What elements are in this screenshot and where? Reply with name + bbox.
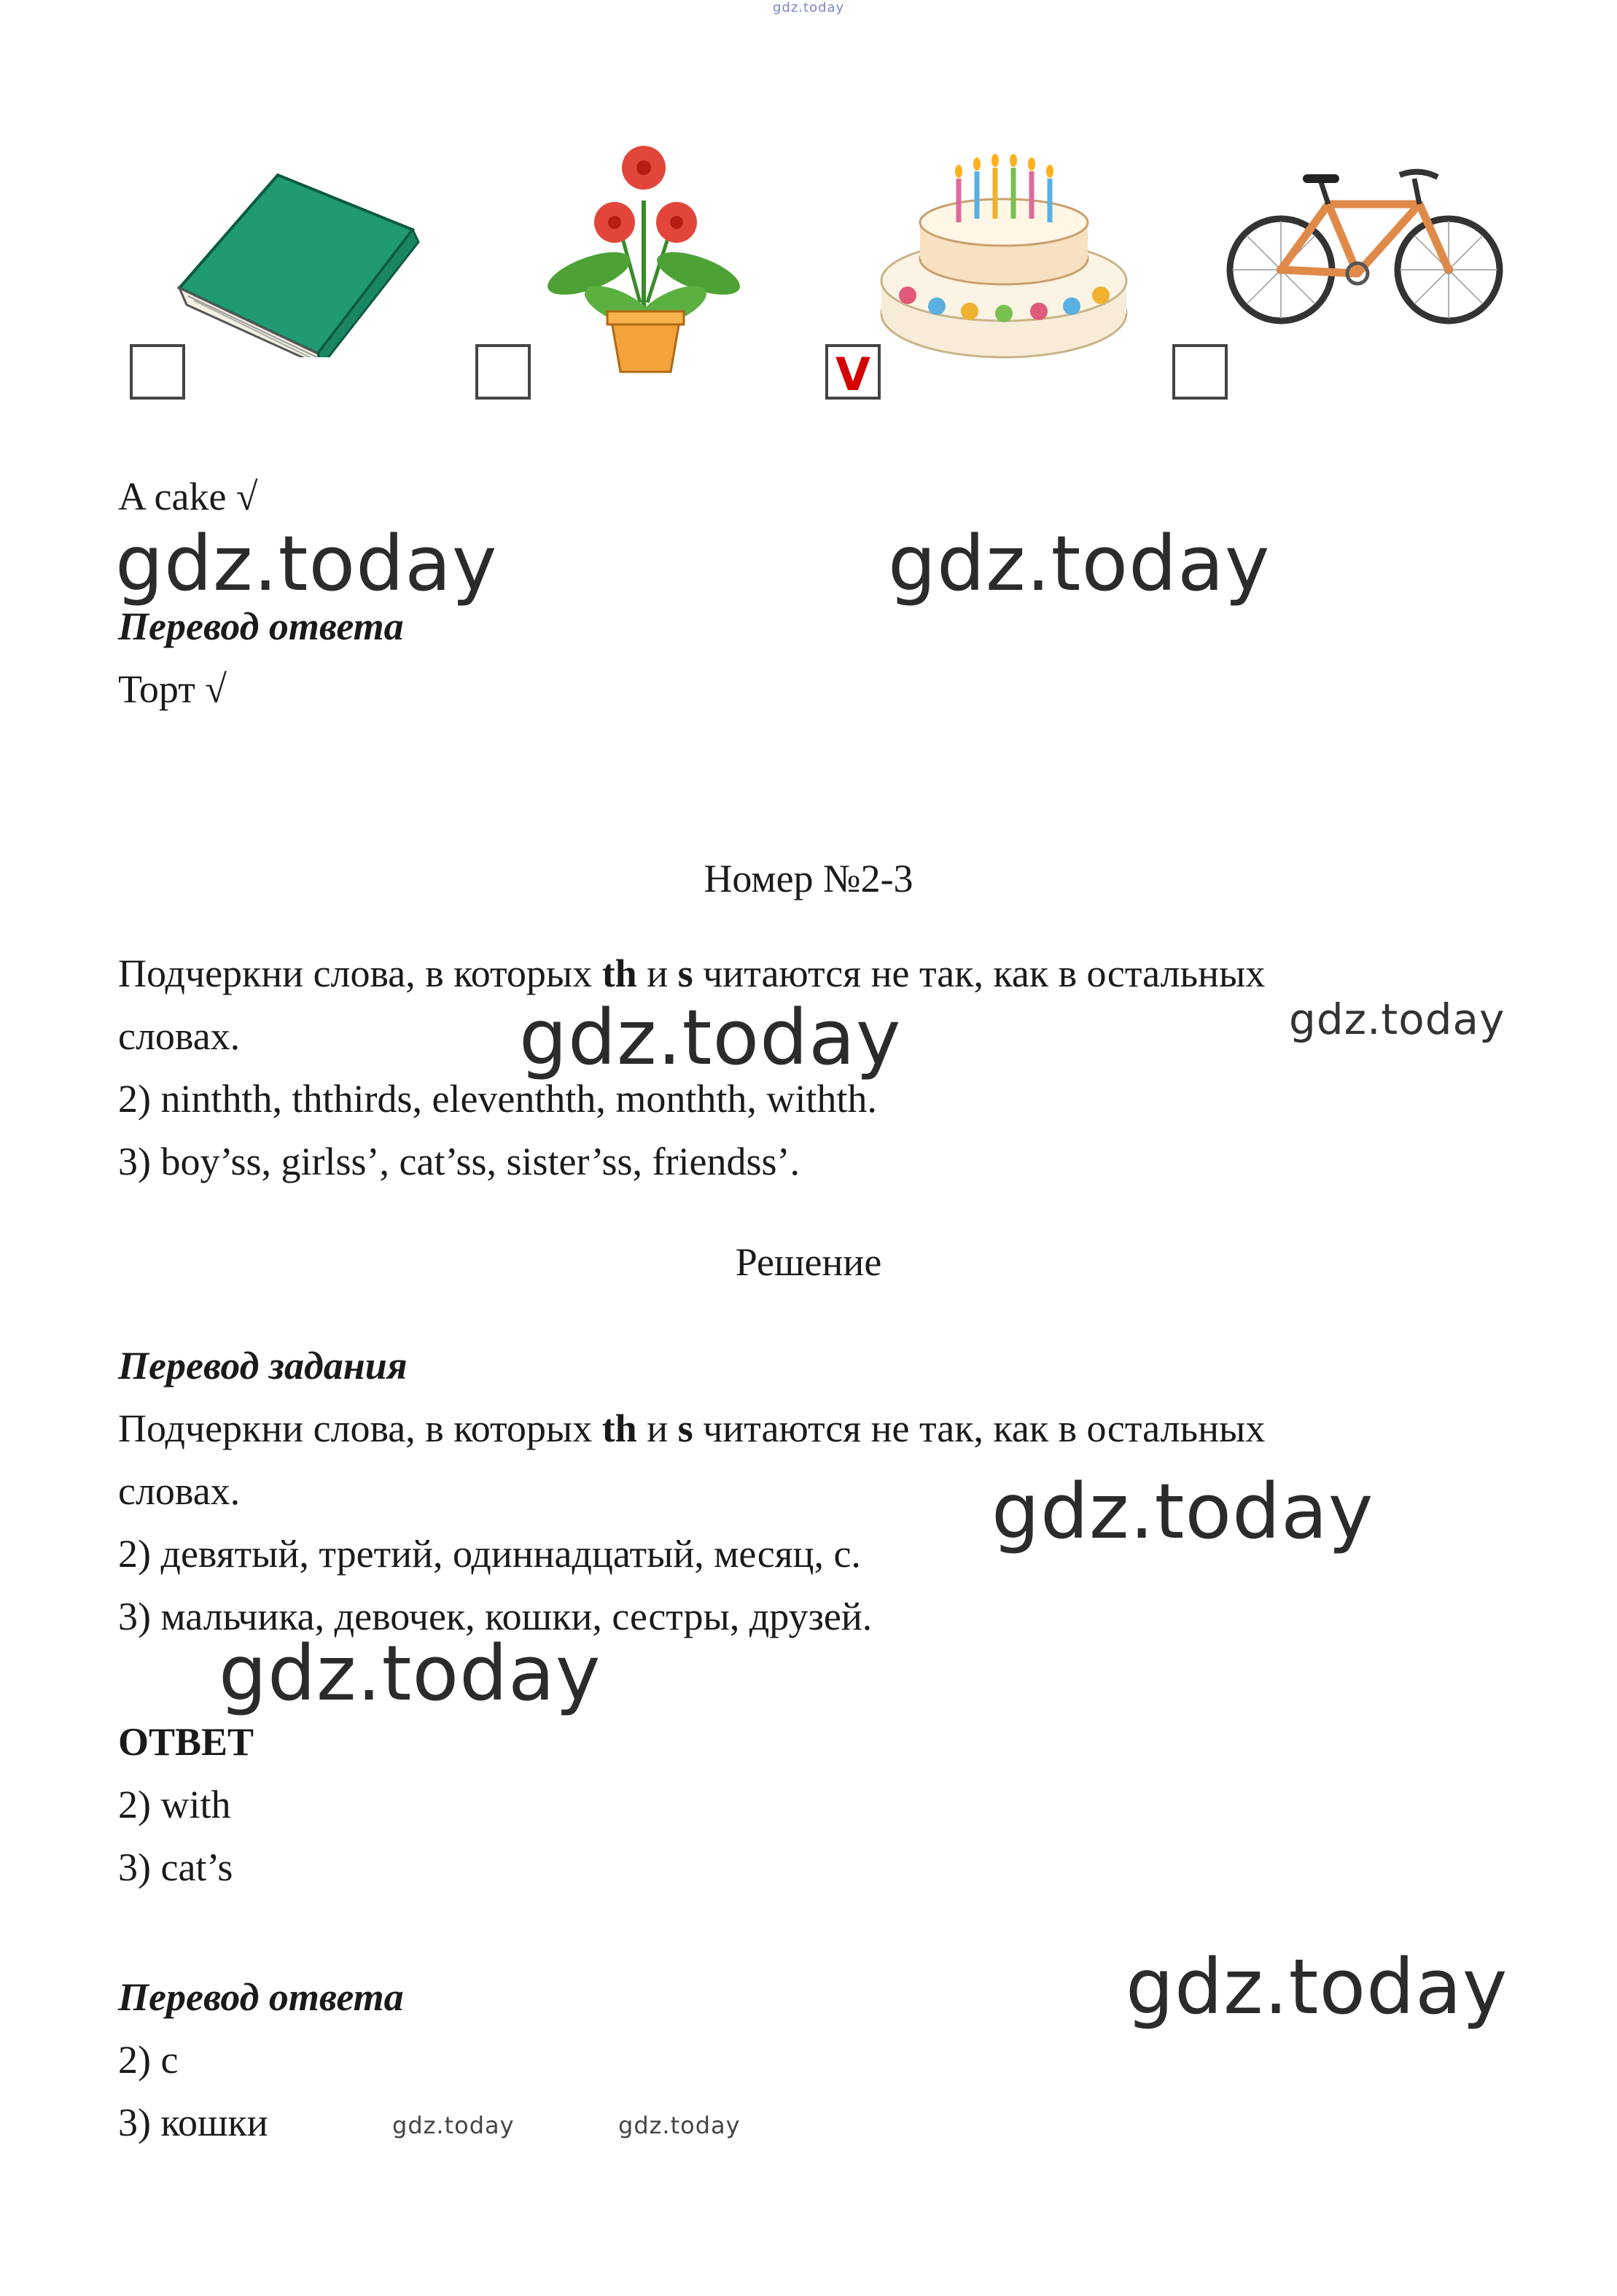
- book-image: [172, 160, 442, 357]
- task-item-3: 3) boy’ss, girlss’, cat’ss, sister’ss, friendss’.: [118, 1140, 800, 1183]
- task-line-1-th: th: [601, 952, 637, 995]
- translation-line-2: словах.: [118, 1469, 241, 1513]
- flower-checkbox[interactable]: [475, 344, 531, 400]
- bicycle-checkbox[interactable]: [1172, 344, 1228, 400]
- solution-heading: Решение: [735, 1240, 882, 1284]
- task-line-1: [118, 954, 1265, 993]
- check-mark-icon: V: [835, 348, 870, 401]
- tr-line-1-c: читаются не так, как в остальных: [693, 1406, 1266, 1450]
- watermark-9: gdz.today: [618, 2112, 741, 2139]
- task-line-1-c: читаются не так, как в остальных: [693, 952, 1266, 995]
- tr-line-1-b: и: [636, 1406, 678, 1450]
- answer-translation-heading: Перевод ответа: [118, 604, 404, 648]
- answer-translation-item-3: 3) кошки: [118, 2101, 268, 2144]
- task-line-2: словах.: [118, 1014, 241, 1058]
- flower-image: [545, 142, 742, 375]
- translation-line-1: [118, 1406, 1266, 1450]
- answer-item-2: 2) with: [118, 1783, 231, 1826]
- exercise-number: Номер №2-3: [704, 857, 913, 900]
- answer-translation-item-2: 2) с: [118, 2038, 179, 2082]
- answer-text: A cake √: [118, 475, 258, 518]
- watermark-8: gdz.today: [392, 2112, 515, 2139]
- bicycle-image: [1219, 164, 1511, 324]
- task-line-1-s: s: [677, 952, 693, 995]
- watermark-5: gdz.today: [991, 1467, 1374, 1556]
- task-translation-heading: Перевод задания: [118, 1344, 408, 1388]
- watermark-6: gdz.today: [219, 1629, 601, 1718]
- cake-checkbox[interactable]: [825, 344, 881, 400]
- task-line-1-b: и: [636, 952, 678, 995]
- translation-item-3: 3) мальчика, девочек, кошки, сестры, друзей.: [118, 1595, 873, 1638]
- task-line-1-a: Подчеркни слова, в которых: [118, 952, 602, 995]
- tr-line-1-s: s: [677, 1406, 693, 1450]
- answer-item-3: 3) cat’s: [118, 1845, 233, 1889]
- watermark-top: gdz.today: [773, 0, 845, 15]
- watermark-7: gdz.today: [1126, 1942, 1508, 2031]
- translation-item-2: 2) девятый, третий, одиннадцатый, месяц, с.: [118, 1532, 861, 1576]
- tr-line-1-th: th: [601, 1406, 637, 1450]
- task-item-2: 2) ninthth, ththirds, eleventhth, monthth, withth.: [118, 1077, 877, 1121]
- answer-translation-heading-2: Перевод ответа: [118, 1975, 404, 2019]
- answer-heading: ОТВЕТ: [118, 1720, 254, 1764]
- watermark-1: gdz.today: [115, 519, 498, 608]
- watermark-3: gdz.today: [519, 993, 902, 1082]
- watermark-4: gdz.today: [1289, 995, 1505, 1044]
- tr-line-1-a: Подчеркни слова, в которых: [118, 1406, 602, 1450]
- cake-image: [878, 149, 1130, 368]
- watermark-2: gdz.today: [888, 519, 1271, 608]
- book-checkbox[interactable]: [130, 344, 185, 400]
- answer-translation: Торт √: [118, 667, 227, 711]
